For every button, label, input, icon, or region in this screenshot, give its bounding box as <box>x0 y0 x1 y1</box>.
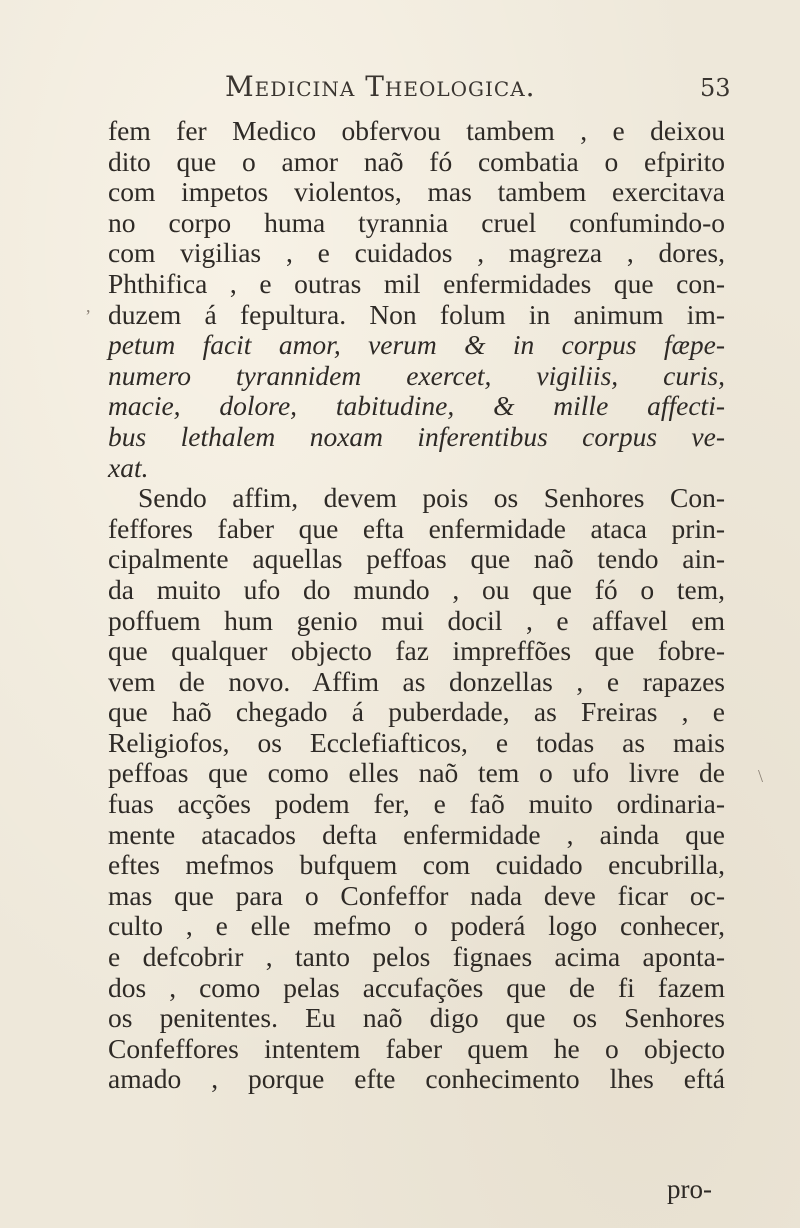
text-line: poffuem hum genio mui docil , e affavel em <box>108 604 725 636</box>
latin-quote-line: bus lethalem noxam inferentibus corpus ve- <box>108 420 725 452</box>
page-header <box>0 70 800 110</box>
text-line: fuas acções podem fer, e faõ muito ordinaria- <box>108 788 725 820</box>
text-line: e defcobrir , tanto pelos fignaes acima aponta- <box>108 941 725 973</box>
catchword: pro- <box>667 1174 712 1204</box>
text-line: dito que o amor naõ fó combatia o efpirito <box>108 145 725 177</box>
text-line: mente atacados defta enfermidade , ainda que <box>108 818 725 850</box>
text-line: com vigilias , e cuidados , magreza , dores, <box>108 237 725 269</box>
text-line: feffores faber que efta enfermidade ataca prin- <box>108 512 725 544</box>
text-line: Religiofos, os Ecclefiafticos, e todas as mais <box>108 726 725 758</box>
text-line: dos , como pelas accufações que de fi fazem <box>108 971 725 1003</box>
text-line: com impetos violentos, mas tambem exercitava <box>108 176 725 208</box>
text-line: duzem á fepultura. Non folum in animum im- <box>108 298 725 330</box>
page-number: 53 <box>700 74 731 102</box>
text-line: que qualquer objecto faz impreffões que fobre- <box>108 635 725 667</box>
text-line: no corpo huma tyrannia cruel confumindo-o <box>108 206 725 238</box>
margin-mark: , <box>86 296 91 316</box>
text-line: eftes mefmos bufquem com cuidado encubrilla, <box>108 849 725 881</box>
latin-quote-line: xat. <box>108 451 149 483</box>
text-line: mas que para o Confeffor nada deve ficar oc- <box>108 879 725 911</box>
latin-quote-line: numero tyrannidem exercet, vigiliis, curis, <box>108 359 725 391</box>
text-line: que haõ chegado á puberdade, as Freiras , e <box>108 696 725 728</box>
margin-mark: \ <box>758 766 764 786</box>
text-line: culto , e elle mefmo o poderá logo conhecer, <box>108 910 725 942</box>
body-text <box>108 116 725 1095</box>
text-line: Confeffores intentem faber quem he o objecto <box>108 1032 725 1064</box>
latin-quote-line: macie, dolore, tabitudine, & mille affecti- <box>108 390 725 422</box>
latin-quote-line: petum facit amor, verum & in corpus fæpe- <box>108 329 725 361</box>
text-line: cipalmente aquellas peffoas que naõ tendo ain- <box>108 543 725 575</box>
text-line: peffoas que como elles naõ tem o ufo livre de <box>108 757 725 789</box>
text-line: da muito ufo do mundo , ou que fó o tem, <box>108 573 725 605</box>
text-line: Phthifica , e outras mil enfermidades que con- <box>108 267 725 299</box>
text-line: fem fer Medico obfervou tambem , e deixou <box>108 115 725 146</box>
text-line: os penitentes. Eu naõ digo que os Senhores <box>108 1002 725 1034</box>
running-title: Medicina Theologica. <box>225 70 536 103</box>
text-line: amado , porque efte conhecimento lhes eftá <box>108 1063 725 1095</box>
text-line: Sendo affim, devem pois os Senhores Con- <box>138 482 725 514</box>
text-line: vem de novo. Affim as donzellas , e rapazes <box>108 665 725 697</box>
